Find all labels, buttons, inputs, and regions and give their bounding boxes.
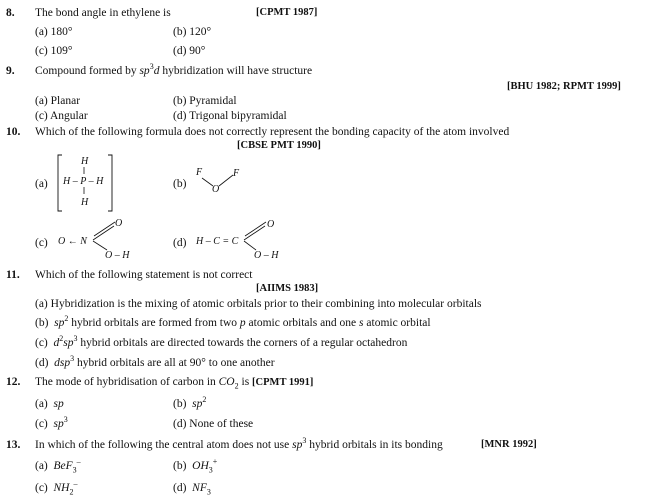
structure-d <box>193 216 293 261</box>
option-c: (c) $sp^3$ <box>35 415 68 430</box>
option-b: (b) 120° <box>173 26 212 38</box>
question-text: Compound formed by $sp^3d$ hybridization will have structure <box>35 62 313 77</box>
atom-label: O <box>115 218 123 229</box>
question-source: [AIIMS 1983] <box>256 283 319 294</box>
option-a: (a) sp <box>35 398 64 410</box>
atom-label: H – P – H <box>63 176 104 187</box>
question-number: 12. <box>6 376 21 388</box>
option-a: (a) 180° <box>35 26 73 38</box>
option-d: (d) $NF_3$ <box>173 482 211 497</box>
atom-label: H – C = C <box>196 236 239 247</box>
option-c-label: (c) <box>35 237 48 249</box>
structure-a <box>55 153 125 213</box>
question-source: [CPMT 1987] <box>256 7 318 18</box>
option-b: (b) $sp^2$ <box>173 395 207 410</box>
question-source: [BHU 1982; RPMT 1999] <box>507 81 621 92</box>
atom-label: H <box>81 197 89 208</box>
atom-label: F <box>196 167 203 178</box>
option-d-label: (d) <box>173 237 187 249</box>
option-a: (a) Planar <box>35 95 81 107</box>
atom-label: H <box>81 156 89 167</box>
option-d: (d) 90° <box>173 45 206 57</box>
option-b-label: (b) <box>173 178 187 190</box>
option-b: (b) $sp^2$ hybrid orbitals are formed from two p atomic orbitals and one s atomic orbital <box>35 314 431 329</box>
option-a: (a) Hybridization is the mixing of atomic orbitals prior to their combining into molecular orbitals <box>35 298 482 310</box>
option-b: (b) Pyramidal <box>173 95 237 107</box>
atom-label: O <box>267 219 275 230</box>
option-c: (c) Angular <box>35 110 88 122</box>
atom-label: O – H <box>254 250 279 261</box>
atom-label: O – H <box>105 250 130 261</box>
option-a: (a) BeF$_3$– <box>35 457 81 475</box>
question-text: Which of the following statement is not correct <box>35 269 253 281</box>
option-b: (b) $OH_3^+$ <box>173 457 218 475</box>
atom-label: O ← N <box>58 236 87 247</box>
atom-label: F <box>233 168 240 179</box>
atom-label: O <box>212 184 220 195</box>
option-d: (d) None of these <box>173 418 254 430</box>
question-source: [MNR 1992] <box>481 439 537 450</box>
question-number: 9. <box>6 65 15 77</box>
question-text: The mode of hybridisation of carbon in $CO_2$ is [CPMT 1991] <box>35 376 314 391</box>
option-c: (c) $NH_2^-$ <box>35 479 78 497</box>
question-number: 10. <box>6 126 21 138</box>
question-text: The bond angle in ethylene is <box>35 7 171 19</box>
option-c: (c) 109° <box>35 45 73 57</box>
option-d: (d) Trigonal bipyramidal <box>173 110 287 122</box>
question-number: 8. <box>6 7 15 19</box>
question-text: Which of the following formula does not correctly represent the bonding capacity of the atom involved <box>35 126 510 138</box>
question-source: [CBSE PMT 1990] <box>237 140 321 151</box>
option-c: (c) $d^2sp^3$ hybrid orbitals are directed towards the corners of a regular octahedron <box>35 334 408 349</box>
question-text: In which of the following the central atom does not use $sp^3$ hybrid orbitals in its bonding <box>35 436 443 451</box>
question-number: 11. <box>6 269 20 281</box>
structure-c <box>55 216 135 261</box>
option-a-label: (a) <box>35 178 48 190</box>
question-number: 13. <box>6 439 21 451</box>
option-d: (d) dsp$^3$ hybrid orbitals are all at 90° to one another <box>35 354 275 369</box>
structure-b <box>192 166 247 196</box>
